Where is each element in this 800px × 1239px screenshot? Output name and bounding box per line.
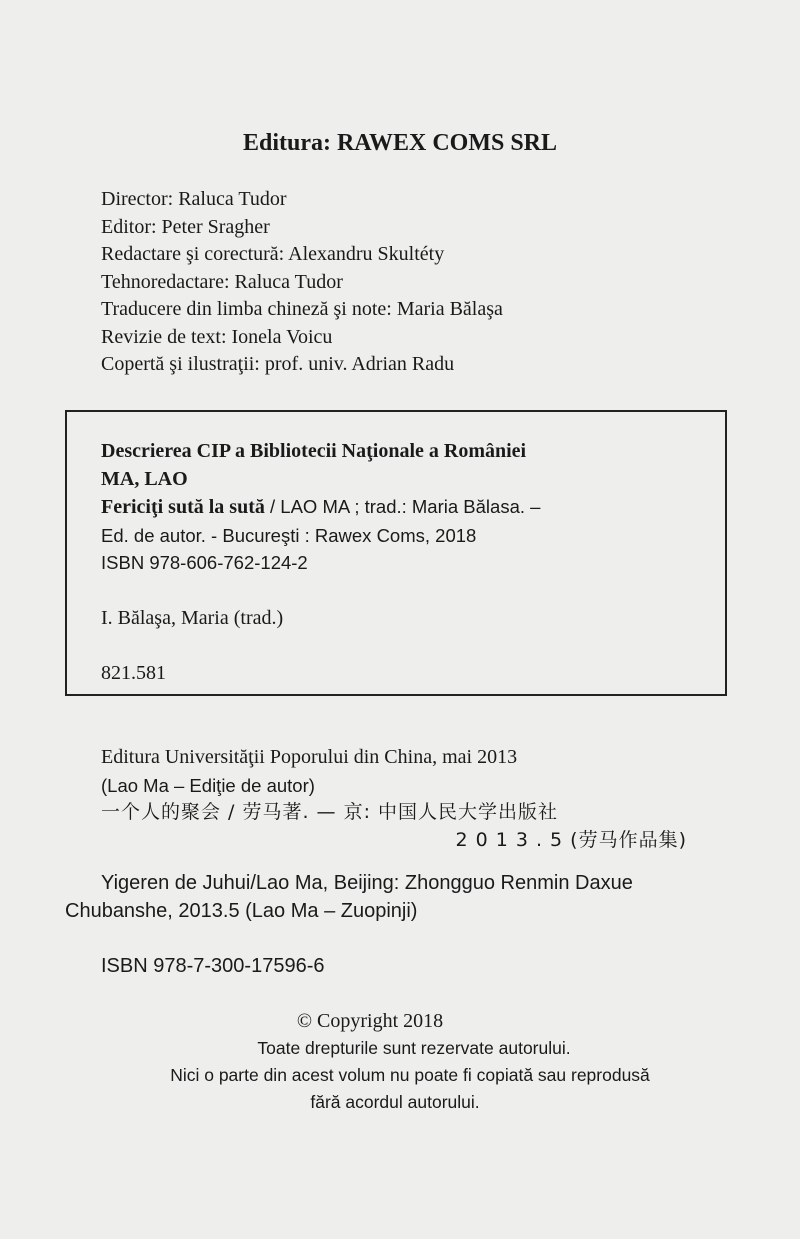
cip-title-rest: / LAO MA ; trad.: Maria Bălasa. –	[264, 496, 541, 517]
original-edition-info	[101, 744, 770, 854]
credit-revision: Revizie de text: Ionela Voicu	[101, 325, 333, 348]
reproduction-notice: Nici o parte din acest volum nu poate fi copiată sau reprodusă	[170, 1065, 650, 1085]
reproduction-notice-end: fără acordul autorului.	[310, 1092, 480, 1112]
original-cjk-date: 2 0 1 3 . 5 (劳马作品集)	[455, 828, 687, 851]
credits-list	[101, 186, 503, 379]
publisher-heading: Editura: RAWEX COMS SRL	[242, 130, 558, 156]
original-edition: (Lao Ma – Ediţie de autor)	[101, 774, 315, 796]
credit-translation: Traducere din limba chineză şi note: Maria Bălaşa	[101, 298, 503, 320]
copyright-line: © Copyright 2018	[296, 1010, 444, 1032]
cip-title-line	[101, 493, 715, 522]
cip-classification: 821.581	[101, 662, 166, 684]
original-isbn: ISBN 978-7-300-17596-6	[101, 955, 325, 977]
cip-isbn: ISBN 978-606-762-124-2	[101, 552, 308, 573]
original-pinyin-line1: Yigeren de Juhui/Lao Ma, Beijing: Zhongguo Renmin Daxue	[101, 872, 633, 894]
original-publisher: Editura Universităţii Poporului din China, mai 2013	[101, 746, 518, 768]
cip-record-box	[65, 410, 727, 696]
credit-cover: Copertă şi ilustraţii: prof. univ. Adrian Radu	[101, 353, 455, 375]
original-pinyin-line2: Chubanshe, 2013.5 (Lao Ma – Zuopinji)	[65, 900, 418, 922]
copyright-block	[0, 1008, 800, 1116]
original-cjk-title: 一个人的聚会 / 劳马著. — 京: 中国人民大学出版社	[101, 801, 559, 823]
cip-title: Fericiţi sută la sută	[101, 496, 265, 518]
credit-proofreading: Redactare şi corectură: Alexandru Skultéty	[101, 243, 445, 265]
cip-edition: Ed. de autor. - Bucureşti : Rawex Coms, 2018	[101, 524, 477, 546]
cip-heading: Descrierea CIP a Bibliotecii Naţionale a României	[101, 440, 527, 462]
credit-typesetting: Tehnoredactare: Raluca Tudor	[101, 270, 343, 293]
cip-author: MA, LAO	[101, 467, 188, 490]
credit-director: Director: Raluca Tudor	[101, 188, 287, 210]
credit-editor: Editor: Peter Sragher	[101, 215, 270, 238]
rights-reserved: Toate drepturile sunt rezervate autorului.	[257, 1038, 571, 1058]
cip-index-entry: I. Bălaşa, Maria (trad.)	[101, 606, 284, 629]
